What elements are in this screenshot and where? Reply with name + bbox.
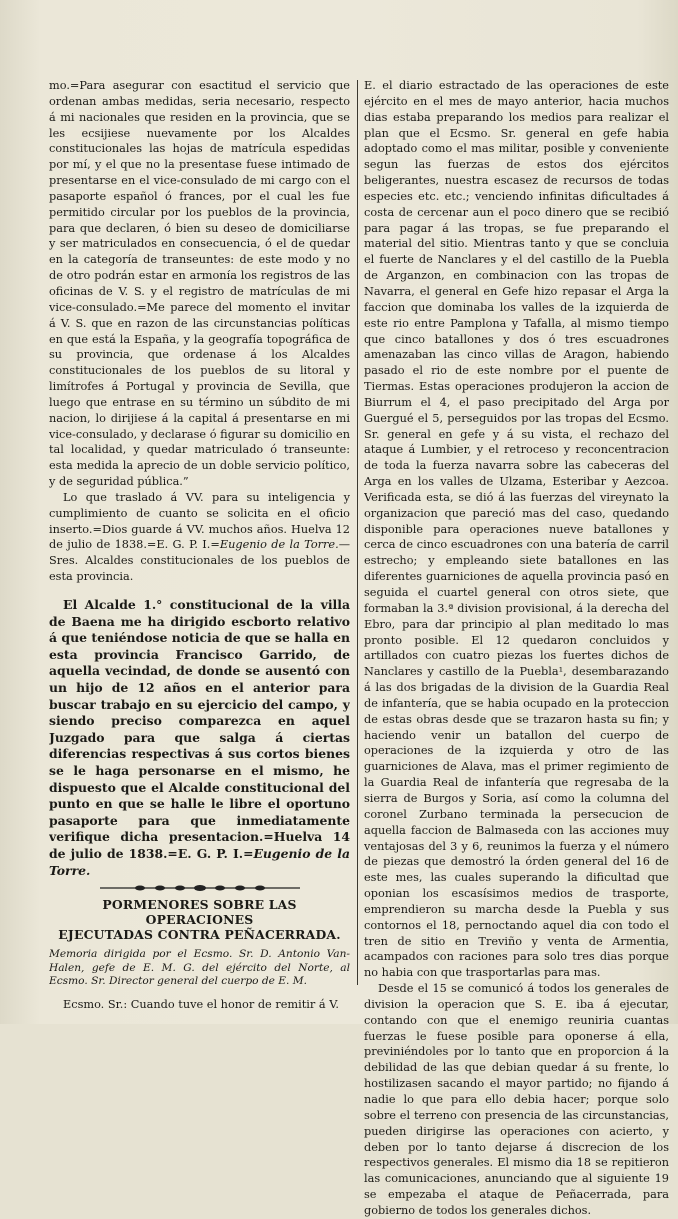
transfer-text: Lo que traslado á VV. para su inteligencia y cumplimiento de cuanto se solicita en el oficio inserto.=Dios guarde á VV. muchos años. Huelva 12 de julio de 1838.=E. G. P. I.= (49, 490, 350, 552)
letter-paragraph: mo.=Para asegurar con esactitud el servicio que ordenan ambas medidas, seria necesario, respecto á mi nacionales que residen en la provincia, que se les ecsijiese nuevamente por los Alcaldes constitucionales las hojas de matrícula espedidas por mí, y el que no la presentase fuese intimado de presentarse en el vice-consulado de mi cargo con el pasaporte español ó frances, por el cual les fue permitido circular por los pueblos de la provincia, para que declaren, ó bien su deseo de domiciliarse y ser matriculados en consecuencia, ó el de quedar en la categoría de transeuntes: de este modo y no de otro podrán estar en armonía los registros de las oficinas de V. S. y el registro de matrículas de mi vice-consulado.=Me parece del momento el invitar á V. S. que en razon de las circunstancias políticas en que está la España, y la geografía topográfica de su provincia, que ordenase á los Alcaldes constitucionales de los pueblos de su litoral y limítrofes á Portugal y provincia de Sevilla, que luego que entrase en su término un súbdito de mi nacion, lo dirijiese á la capital á presentarse en mi vice-consulado, y declarase ó figurar su domicilio en tal localidad, y quedar matriculado ó transeunte: esta medida la aprecio de un doble servicio político, y de seguridad pública.” (49, 79, 350, 489)
memoria-caption: Memoria dirigida por el Ecsmo. Sr. D. Antonio Van-Halen, gefe de E. M. G. del ejército del Norte, al Ecsmo. Sr. Director general del cuerpo de E. M. (49, 948, 350, 988)
communication-paragraph: Desde el 15 se comunicó á todos los generales de division la operacion que S. E. iba á ejecutar, contando con que el enemigo reuniria cuantas fuerzas le fuese posible para oponerse á ella, previniéndoles por lo tanto que en proporcion á la debilidad de las que debian quedar á su frente, lo hostilizasen sacando el mayor partido; no fijando á nadie lo que para ello debia hacer; porque solo sobre el terreno con presencia de las circunstancias, pueden dirigirse las operaciones con acierto, y deben por lo tanto dejarse á discrecion de los respectivos generales. El mismo dia 18 se repitieron las comunicaciones, anunciando que al siguiente 19 se empezaba el ataque de Peñacerrada, para gobierno de todos los generales dichos. (364, 982, 669, 1217)
section-gap (49, 585, 350, 597)
right-column (364, 78, 669, 1219)
left-column (49, 78, 350, 1012)
ornament-divider-icon (100, 883, 300, 893)
transfer-paragraph (49, 490, 350, 585)
heading-line-1: PORMENORES SOBRE LAS OPERACIONES (102, 897, 297, 928)
heading-line-2: EJECUTADAS CONTRA PEÑACERRADA. (58, 927, 341, 943)
signature-name: Eugenio de la Torre. (49, 845, 350, 878)
signature-name: Eugenio de la Torre. (219, 538, 339, 552)
baena-notice-text: El Alcalde 1.° constitucional de la villa de Baena me ha dirigido escborto relativo á que teniéndose noticia de que se halla en esta provincia Francisco Garrido, de aquella vecindad, de donde se ausentó con un hijo de 12 años en el anterior para buscar trabajo en su ejercicio del campo, y siendo preciso comparezca en aquel Juzgado para que salga á ciertas diferencias respectivas á sus cortos bienes se le haga personarse en el mismo, he dispuesto que el Alcalde constitucional del punto en que se halle le libre el oportuno pasaporte para que inmediatamente verifique dicha presentacion.=Huelva 14 de julio de 1838.=E. G. P. I.= (49, 597, 350, 861)
operations-paragraph: E. el diario estractado de las operaciones de este ejército en el mes de mayo anterior, hacia muchos dias estaba preparando los medios para realizar el plan que el Ecsmo. Sr. general en gefe habia adoptado como el mas militar, posible y conveniente segun las fuerzas de estos dos ejércitos beligerantes, nuestra escasez de recursos de todas especies etc. etc.; venciendo infinitas dificultades á costa de cercenar aun el poco dinero que se recibió para pagar á las tropas, se fue preparando el material del sitio. Mientras tanto y que se concluia el fuerte de Nanclares y el del castillo de la Puebla de Arganzon, en combinacion con las tropas de Navarra, el general en Gefe hizo repasar el Arga la faccion que dominaba los valles de la izquierda de este rio entre Pamplona y Tafalla, al mismo tiempo que cinco batallones y dos ó tres escuadrones amenazaban las cinco villas de Aragon, habiendo pasado el rio de este nombre por el puente de Tiermas. Estas operaciones produjeron la accion de Biurrum el 4, el paso precipitado del Arga por Guergué el 5, perseguidos por las tropas del Ecsmo. Sr. general en gefe y á su vista, el rechazo del ataque á Lumbier, y el retroceso y reconcentracion de toda la fuerza navarra sobre las cabeceras del Arga en los valles de Ulzama, Esteribar y Aezcoa. Verificada esta, se dió á las fuerzas del vireynato la organizacion que pareció mas del caso, quedando disponible para operaciones nueve batallones y cerca de cinco escuadrones con una batería de carril estrecho; y empleando siete batallones en las diferentes guarniciones de aquella provincia pasó en seguida el cuartel general con otros siete, que formaban la 3.ª division provisional, á la derecha del Ebro, para dar principio al plan meditado lo mas pronto posible. El 12 quedaron concluidos y artillados con cuatro piezas los fuertes dichos de Nanclares y castillo de la Puebla¹, desembarazando á las dos brigadas de la division de la Guardia Real de infantería, que se habia ocupado en la proteccion de estas obras desde que se trazaron hasta su fin; y haciendo venir un batallon del cuerpo de operaciones de la izquierda y otro de las guarniciones de Alava, mas el primer regimiento de la Guardia Real de infantería que regresaba de la sierra de Burgos y Soria, así como la columna del coronel Zurbano terminada la persecucion de aquella faccion de Balmaseda con las acciones muy ventajosas del 3 y 6, reunimos la fuerza y el número de piezas que demostró la órden general del 16 de este mes, las cuales superando la dificultad que oponian los escasísimos medios de trasporte, emprendieron su marcha desde la Puebla y sus contornos el 18, pernoctando aquel dia con todo el tren de sitio en Treviño y venta de Armentia, acampados con raciones para solo tres dias porque no habia con que trasportarlas para mas. (364, 79, 669, 980)
section-heading (49, 897, 350, 942)
salutation: Ecsmo. Sr.: Cuando tuve el honor de remitir á V. (63, 997, 339, 1011)
column-rule (357, 80, 358, 985)
baena-notice-paragraph (49, 597, 350, 879)
transfer-addressees: —Sres. Alcaldes constitucionales de los pueblos de esta provincia. (49, 538, 350, 584)
